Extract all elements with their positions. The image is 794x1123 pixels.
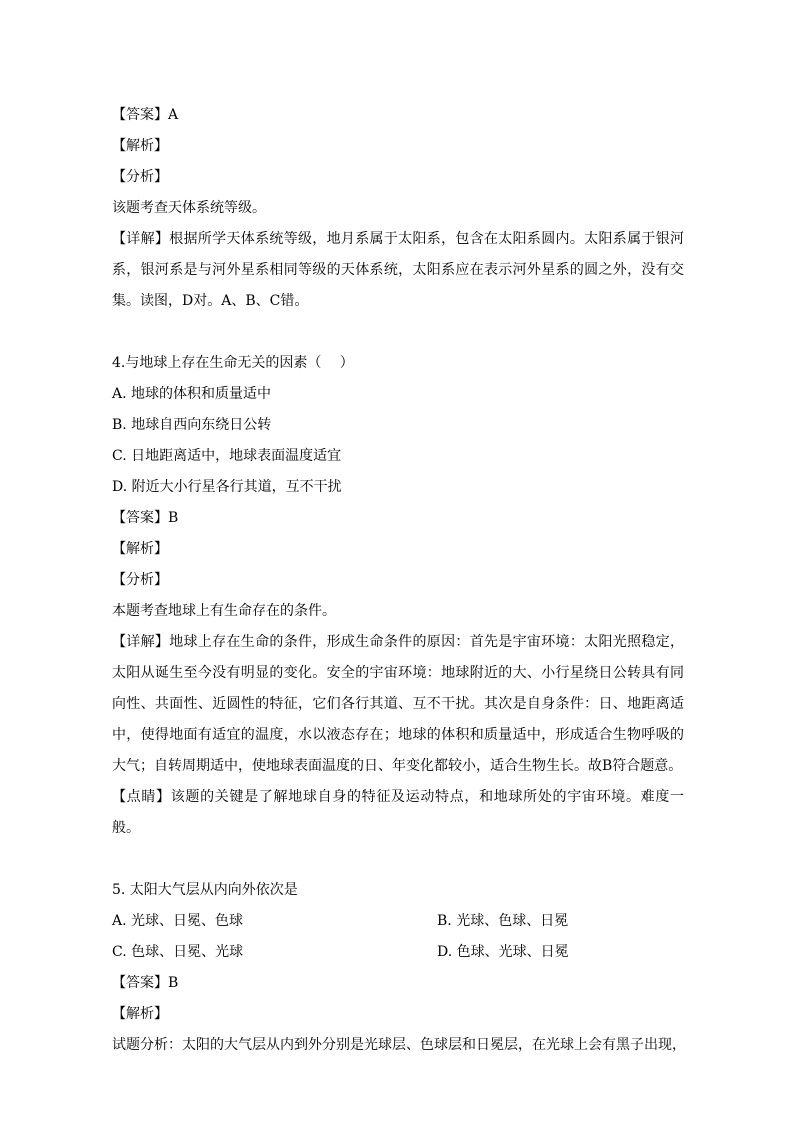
- fenxi-heading: 【分析】: [112, 169, 168, 185]
- question-4-fenxi-heading: 【分析】: [112, 572, 168, 588]
- question-5-options-row-1: [112, 906, 684, 937]
- question-5-analysis: 试题分析：太阳的大气层从内到外分别是光球层、色球层和日冕层，在光球上会有黑子出现，: [112, 1037, 686, 1053]
- question-4-option-c: C. 日地距离适中，地球表面温度适宜: [112, 448, 342, 464]
- question-4-option-d: D. 附近大小行星各行其道，互不干扰: [112, 479, 342, 495]
- question-5-option-c: C. 色球、日冕、光球: [112, 944, 244, 960]
- question-5-options-row-2: [112, 937, 684, 968]
- question-4-stem: 4.与地球上存在生命无关的因素（ ）: [112, 355, 354, 371]
- question-5-stem: 5. 太阳大气层从内向外依次是: [112, 882, 298, 898]
- question-4-detail: 【详解】地球上存在生命的条件，形成生命条件的原因：首先是宇宙环境：太阳光照稳定，太阳从诞生至今没有明显的变化。安全的宇宙环境：地球附近的大、小行星绕日公转具有同向性、共面性、近圆性的特征，它们各行其道、互不干扰。其次是自身条件：日、地距离适中，使得地面有适宜的温度，水以液态存在；地球的体积和质量适中，形成适合生物呼吸的大气；自转周期适中，使地球表面温度的日、年变化都较小，适合生物生长。故B符合题意。: [112, 634, 684, 774]
- question-5-jiexi-heading: 【解析】: [112, 1006, 168, 1022]
- question-5-answer: 【答案】B: [112, 975, 179, 991]
- answer-label: 【答案】A: [112, 107, 179, 123]
- question-5-option-b: B. 光球、色球、日冕: [437, 913, 569, 929]
- question-4-option-b: B. 地球自西向东绕日公转: [112, 417, 272, 433]
- jiexi-heading: 【解析】: [112, 138, 168, 154]
- question-4-option-a: A. 地球的体积和质量适中: [112, 386, 272, 402]
- question-4-jiexi-heading: 【解析】: [112, 541, 168, 557]
- question-5-option-d: D. 色球、光球、日冕: [437, 944, 569, 960]
- question-4-summary: 本题考查地球上有生命存在的条件。: [112, 603, 336, 619]
- question-5-option-a: A. 光球、日冕、色球: [112, 913, 244, 929]
- question-4-dianjing: 【点睛】该题的关键是了解地球自身的特征及运动特点，和地球所处的宇宙环境。难度一般。: [112, 789, 684, 836]
- document-page: [112, 100, 684, 1061]
- analysis-summary: 该题考查天体系统等级。: [112, 200, 266, 216]
- detail-paragraph: 【详解】根据所学天体系统等级，地月系属于太阳系，包含在太阳系圆内。太阳系属于银河系，银河系是与河外星系相同等级的天体系统，太阳系应在表示河外星系的圆之外，没有交集。读图，D对。A、B、C错。: [112, 231, 684, 309]
- question-4-answer: 【答案】B: [112, 510, 179, 526]
